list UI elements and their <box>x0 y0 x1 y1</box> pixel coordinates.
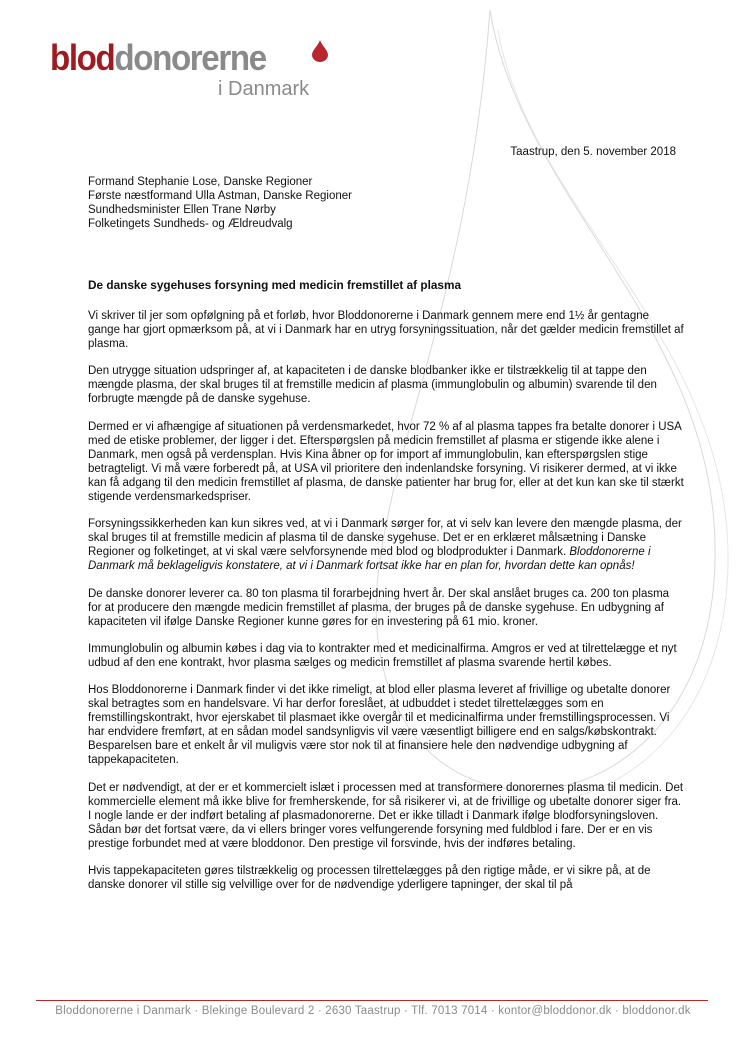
recipient-line: Folketingets Sundheds- og Ældreudvalg <box>88 218 293 230</box>
date-line: Taastrup, den 5. november 2018 <box>510 146 676 158</box>
body-paragraph: Vi skriver til jer som opfølgning på et forløb, hvor Bloddonorerne i Danmark gennem mere end 1½ år gentagne gange har gjort opmærksom på, at vi i Danmark har en utryg forsyningssituation, når det gælder medicin fremstillet af plasma. <box>88 310 684 351</box>
italic-note: Bloddonorerne i Danmark må beklageligvis konstatere, at vi i Danmark fortsat ikke har en plan for, hvordan dette kan opnås! <box>88 546 651 573</box>
body-paragraph: Hos Bloddonorerne i Danmark finder vi det ikke rimeligt, at blod eller plasma leveret af frivillige og ubetalte donorer skal betragtes som en handelsvare. Vi har derfor foreslået, at udbuddet i stedet tilrettelægges som en fremstillingskontrakt, hvor ejerskabet til plasmaet ikke overgår til et medicinalfirma under fremstillingsprocessen. Vi har endvidere fremført, at en sådan model sandsynligvis vil være væsentligt billigere end en salgs/købskontrakt. Besparelsen bare et enkelt år vil muligvis være stor nok til at finansiere hele den nødvendige udbygning af tappekapaciteten. <box>88 683 671 767</box>
body-paragraph: De danske donorer leverer ca. 80 ton plasma til forarbejdning hvert år. Der skal anslået bruges ca. 200 ton plasma for at producere den mængde medicin fremstillet af plasma, der bruges på de danske sygehuse. En udbygning af kapaciteten vil ifølge Danske Regioner kunne gøres for en investering på 61 mio. kroner. <box>88 587 670 628</box>
body-paragraph: Immunglobulin og albumin købes i dag via to kontrakter med et medicinalfirma. Amgros er ved at tilrettelægge et nyt udbud af den ene kontrakt, hvor plasma sælges og medicin fremstillet af plasma svarende hertil købes. <box>88 642 677 669</box>
letter-body <box>88 309 684 905</box>
recipient-line: Formand Stephanie Lose, Danske Regioner <box>88 176 313 188</box>
logo-wordmark <box>50 38 266 78</box>
subject-heading: De danske sygehuses forsyning med medicin fremstillet af plasma <box>88 278 462 292</box>
body-paragraph: Det er nødvendigt, at der er et kommercielt islæt i processen med at transformere donorernes plasma til medicin. Det kommercielle element må ikke blive for fremherskende, for så risikerer vi, at de frivillige og ubetalte donorer siger fra. I nogle lande er der indført betaling af plasmadonorerne. Det er ikke tilladt i Danmark ifølge blodforsyningsloven. Sådan bør det fortsat være, da vi ellers bringer vores velfungerende forsyning med fuldblod i fare. Der er en vis prestige forbundet med at være bloddonor. Den prestige vil forsvinde, hvis der indføres betaling. <box>88 781 684 850</box>
logo-wordmark-accent: blod <box>50 37 115 78</box>
body-paragraph: Dermed er vi afhængige af situationen på verdensmarkedet, hvor 72 % af al plasma tappes fra betalte donorer i USA med de etiske problemer, der ligger i det. Efterspørgslen på medicin fremstillet af plasma er stigende ikke alene i Danmark, men også på verdensplan. Hvis Kina åbner op for import af immunglobulin, kan efterspørgslen stige betragteligt. Vi må være forberedt på, at USA vil prioritere den indenlandske forsyning. Vi risikerer dermed, at vi ikke kan få adgang til den medicin fremstillet af plasma, de danske patienter har brug for, eller at det kun kan ske til stærkt stigende verdensmarkedspriser. <box>88 420 684 504</box>
body-paragraph: Den utrygge situation udspringer af, at kapaciteten i de danske blodbanker ikke er tilstrækkelig til at tappe den mængde plasma, der skal bruges til at fremstille medicin af plasma (immunglobulin og albumin) svarende til den forbrugte mængde på de danske sygehuse. <box>88 365 657 406</box>
body-paragraph <box>88 517 684 573</box>
body-paragraph: Hvis tappekapaciteten gøres tilstrækkelig og processen tilrettelægges på den rigtige måde, er vi sikre på, at de danske donorer vil stille sig velvillige over for de nødvendige yderligere tapninger, der skal til på <box>88 865 651 892</box>
recipients-block <box>88 175 352 231</box>
logo-subtitle: i Danmark <box>218 78 310 100</box>
body-paragraph-text: Forsyningssikkerheden kan kun sikres ved, at vi i Danmark sørger for, at vi selv kan levere den mængde plasma, der skal bruges til at fremstille medicin af plasma til de danske sygehuse. Det er en erklæret målsætning i Danske Regioner og folketinget, at vi skal være selvforsynende med blod og blodprodukter i Danmark. <box>88 518 682 559</box>
footer-contact: Bloddonorerne i Danmark · Blekinge Boulevard 2 · 2630 Taastrup · Tlf. 7013 7014 · kontor@bloddonor.dk · bloddonor.dk <box>55 1005 691 1017</box>
footer-divider <box>36 1000 708 1001</box>
blood-drop-icon <box>312 40 328 62</box>
recipient-line: Sundhedsminister Ellen Trane Nørby <box>88 204 276 216</box>
logo <box>50 38 340 108</box>
recipient-line: Første næstformand Ulla Astman, Danske Regioner <box>88 190 352 202</box>
logo-wordmark-rest: donorerne <box>114 37 266 78</box>
